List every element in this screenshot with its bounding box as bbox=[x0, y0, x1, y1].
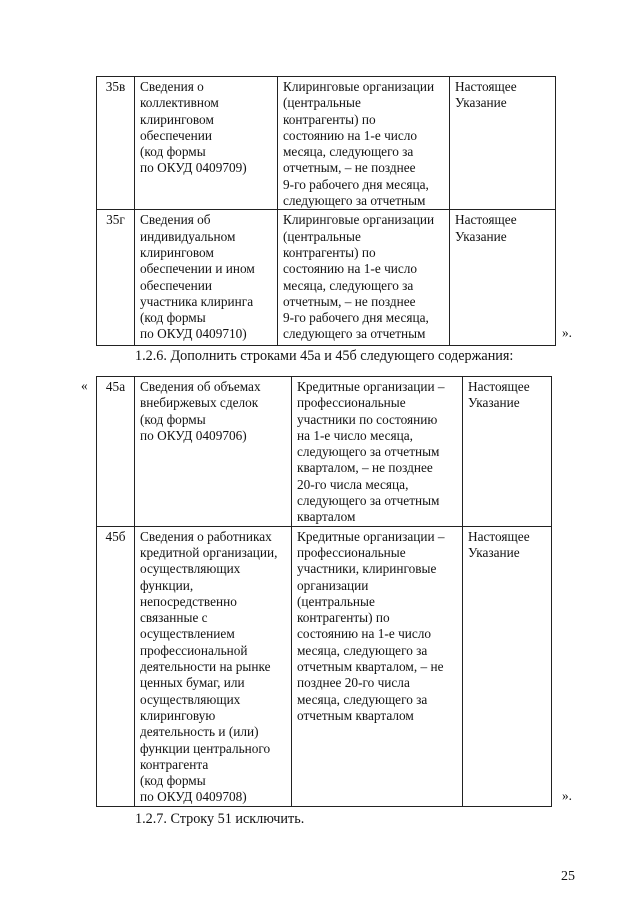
paragraph-1-2-7: 1.2.7. Строку 51 исключить. bbox=[135, 811, 305, 827]
submitter-deadline: Клиринговые организации (центральные контрагенты) по состоянию на 1-е число месяца, следующего за отчетным, – не позднее 9-го рабочего дня месяца, следующего за отчетным bbox=[278, 210, 450, 346]
legal-basis: Настоящее Указание bbox=[463, 526, 552, 806]
row-number: 45а bbox=[97, 377, 135, 527]
paragraph-1-2-6: 1.2.6. Дополнить строками 45а и 45б следующего содержания: bbox=[135, 348, 514, 364]
report-name: Сведения об объемах внебиржевых сделок (код формы по ОКУД 0409706) bbox=[135, 377, 292, 527]
submitter-deadline: Кредитные организации – профессиональные участники по состоянию на 1-е число месяца, следующего за отчетным кварталом, – не позднее 20-го числа месяца, следующего за отчетным кварталом bbox=[292, 377, 463, 527]
legal-basis: Настоящее Указание bbox=[450, 210, 556, 346]
table-rows-45 bbox=[96, 376, 552, 807]
submitter-deadline: Кредитные организации – профессиональные участники, клиринговые организации (центральные контрагенты) по состоянию на 1-е число месяца, следующего за отчетным кварталом, – не позднее 20-го числа месяца, следующего за отчетным кварталом bbox=[292, 526, 463, 806]
table-rows-35 bbox=[96, 76, 556, 346]
closing-quote: ». bbox=[562, 788, 572, 803]
row-number: 45б bbox=[97, 526, 135, 806]
row-number: 35в bbox=[97, 77, 135, 210]
legal-basis: Настоящее Указание bbox=[450, 77, 556, 210]
opening-quote: « bbox=[81, 378, 88, 393]
report-name: Сведения о коллективном клиринговом обеспечении (код формы по ОКУД 0409709) bbox=[135, 77, 278, 210]
table-row-35g bbox=[97, 210, 556, 346]
page-number: 25 bbox=[561, 869, 575, 884]
legal-basis: Настоящее Указание bbox=[463, 377, 552, 527]
table-row-45a bbox=[97, 377, 552, 527]
table-row-45b bbox=[97, 526, 552, 806]
row-number: 35г bbox=[97, 210, 135, 346]
report-name: Сведения об индивидуальном клиринговом обеспечении и ином обеспечении участника клиринга (код формы по ОКУД 0409710) bbox=[135, 210, 278, 346]
submitter-deadline: Клиринговые организации (центральные контрагенты) по состоянию на 1-е число месяца, следующего за отчетным, – не позднее 9-го рабочего дня месяца, следующего за отчетным bbox=[278, 77, 450, 210]
table-row-35v bbox=[97, 77, 556, 210]
closing-quote: ». bbox=[562, 325, 572, 340]
report-name: Сведения о работниках кредитной организации, осуществляющих функции, непосредственно связанные с осуществлением профессиональной деятельности на рынке ценных бумаг, или осуществляющих клиринговую деятельность и (или) функции центрального контрагента (код формы по ОКУД 0409708) bbox=[135, 526, 292, 806]
